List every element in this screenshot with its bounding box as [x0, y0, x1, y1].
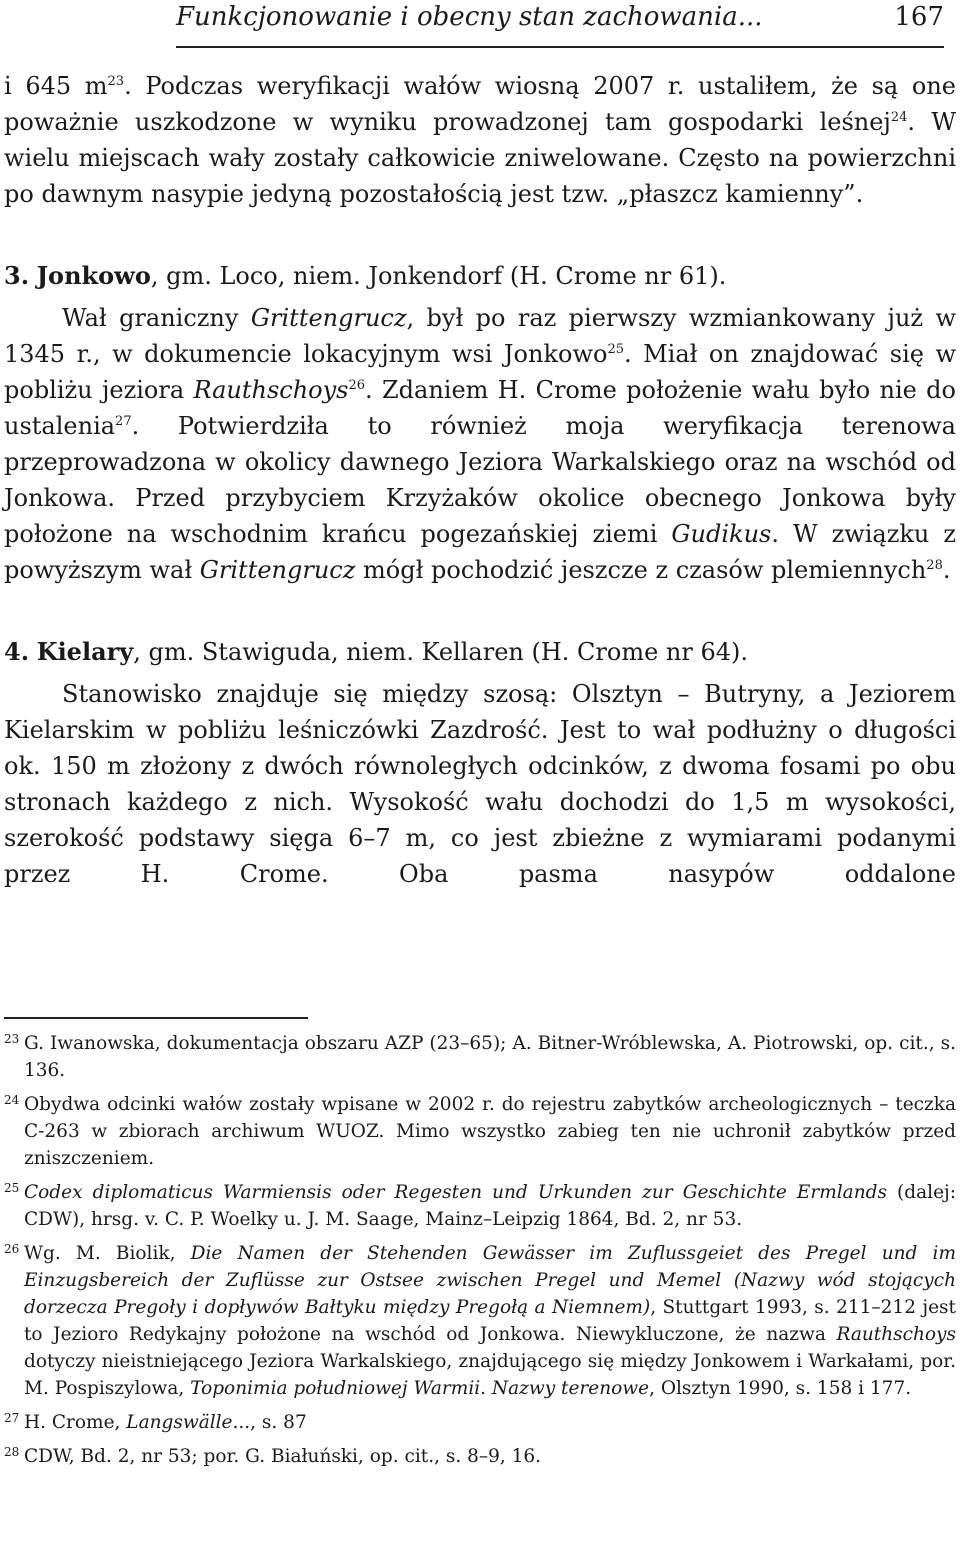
header-rule: [176, 46, 944, 48]
footnote-text: Obydwa odcinki wałów zostały wpisane w 2002 r. do rejestru zabytków archeologicznych – teczka C-263 w zbiorach archiwum WUOZ. Mimo wszystko zabieg ten nie uchronił zabytków przed zniszczeniem.: [24, 1094, 956, 1169]
section-heading-kielary: [4, 634, 956, 670]
footnote-text: Wg. M. Biolik,: [24, 1243, 191, 1264]
italic-run: Rauthschoys: [193, 376, 349, 404]
footnote-26: [4, 1240, 956, 1402]
footnote-text: , Stuttgart 1993, s. 211–212 jest to Jezioro Redykajny położone na wschód od Jonkowa. Niewykluczone, że nazwa: [24, 1297, 956, 1345]
italic-run: Toponimia południowej Warmii. Nazwy terenowe: [190, 1378, 650, 1399]
footnote-number: 23: [4, 1032, 20, 1046]
section-name: Jonkowo: [36, 261, 151, 290]
section-heading-jonkowo: [4, 258, 956, 294]
footnote-text: H. Crome,: [24, 1412, 127, 1433]
paragraph: [4, 68, 956, 212]
text-run: . Zdaniem H. Crome położenie wału było nie do ustalenia: [4, 376, 956, 440]
section-number: 3.: [4, 261, 30, 290]
paragraph: [4, 300, 956, 588]
footnotes: [4, 1030, 956, 1477]
italic-run: Rauthschoys: [836, 1324, 956, 1345]
footnote-rule: [4, 1017, 308, 1019]
footnote-text: G. Iwanowska, dokumentacja obszaru AZP (23–65); A. Bitner-Wróblewska, A. Piotrowski, op. cit., s. 136.: [24, 1033, 956, 1081]
footnote-number: 28: [4, 1445, 20, 1459]
footnote-text: ..., s. 87: [232, 1412, 307, 1433]
footnote-ref: 23: [107, 74, 125, 89]
footnote-number: 25: [4, 1181, 20, 1195]
footnote-ref: 25: [607, 342, 624, 357]
italic-run: Die Namen der Stehenden Gewässer im Zuflussgeiet des Pregel und im Einzugsbereich der Zuflüsse zur Ostsee zwischen Pregel und Memel (Nazwy wód stojących dorzecza Pregoły i dopływów Bałtyku między Pregołą a Niemnem): [24, 1243, 956, 1318]
footnote-number: 24: [4, 1093, 20, 1107]
section-details: , gm. Stawiguda, niem. Kellaren (H. Crome nr 64).: [133, 638, 748, 666]
text-run: .: [942, 556, 951, 584]
footnote-24: [4, 1091, 956, 1172]
footnote-27: [4, 1409, 956, 1436]
footnote-ref: 27: [115, 414, 132, 429]
text-run: . Miał on znajdować się w pobliżu jeziora: [4, 340, 956, 404]
italic-run: Grittengrucz: [250, 304, 407, 332]
footnote-number: 27: [4, 1411, 20, 1425]
section-name: Kielary: [36, 637, 134, 666]
text-run: i 645 m: [4, 72, 108, 100]
section-number: 4.: [4, 637, 30, 666]
footnote-text: (dalej: CDW), hrsg. v. C. P. Woelky u. J. M. Saage, Mainz–Leipzig 1864, Bd. 2, nr 53.: [24, 1182, 956, 1230]
text-run: . Podczas weryfikacji wałów wiosną 2007 r. ustaliłem, że są one poważnie uszkodzone w wyniku prowadzonej tam gospodarki leśnej: [4, 72, 956, 136]
italic-run: Grittengrucz: [199, 556, 356, 584]
page-header: [176, 2, 944, 46]
text-run: , był po raz pierwszy wzmiankowany już w 1345 r., w dokumencie lokacyjnym wsi Jonkowo: [4, 304, 956, 368]
italic-run: Gudikus: [671, 520, 772, 548]
running-title: Funkcjonowanie i obecny stan zachowania...: [176, 2, 763, 32]
footnote-text: dotyczy nieistniejącego Jeziora Warkalskiego, znajdującego się między Jonkowem i Warkałami, por. M. Pospiszylowa,: [24, 1351, 956, 1399]
footnote-ref: 24: [890, 110, 908, 125]
main-text: [4, 68, 956, 892]
footnote-ref: 28: [926, 558, 943, 573]
text-run: . W związku z powyższym wał: [4, 520, 956, 584]
footnote-ref: 26: [348, 378, 366, 393]
footnote-25: [4, 1179, 956, 1233]
footnote-28: [4, 1443, 956, 1470]
footnote-23: [4, 1030, 956, 1084]
page-number: 167: [894, 2, 944, 32]
text-run: . Potwierdziła to również moja weryfikacja terenowa przeprowadzona w okolicy dawnego Jeziora Warkalskiego oraz na wschód od Jonkowa. Przed przybyciem Krzyżaków okolice obecnego Jonkowa były położone na wschodnim krańcu pogezańskiej ziemi: [4, 412, 956, 548]
italic-run: Langswälle: [126, 1412, 233, 1433]
text-run: . W wielu miejscach wały zostały całkowicie zniwelowane. Często na powierzchni po dawnym nasypie jedyną pozostałością jest tzw. „płaszcz kamienny”.: [4, 108, 956, 208]
text-run: mógł pochodzić jeszcze z czasów plemiennych: [355, 556, 927, 584]
footnote-number: 26: [4, 1242, 20, 1256]
text-run: Wał graniczny: [62, 304, 251, 332]
section-details: , gm. Loco, niem. Jonkendorf (H. Crome nr 61).: [150, 262, 727, 290]
paragraph: Stanowisko znajduje się między szosą: Olsztyn – Butryny, a Jeziorem Kielarskim w pobliżu leśniczówki Zazdrość. Jest to wał podłużny o długości ok. 150 m złożony z dwóch równoległych odcinków, z dwoma fosami po obu stronach każdego z nich. Wysokość wału dochodzi do 1,5 m wysokości, szerokość podstawy sięga 6–7 m, co jest zbieżne z wymiarami podanymi przez H. Crome. Oba pasma nasypów oddalone: [4, 680, 956, 888]
footnote-text: , Olsztyn 1990, s. 158 i 177.: [649, 1378, 912, 1399]
footnote-text: CDW, Bd. 2, nr 53; por. G. Białuński, op. cit., s. 8–9, 16.: [24, 1446, 542, 1467]
italic-run: Codex diplomaticus Warmiensis oder Regesten und Urkunden zur Geschichte Ermlands: [24, 1182, 887, 1203]
